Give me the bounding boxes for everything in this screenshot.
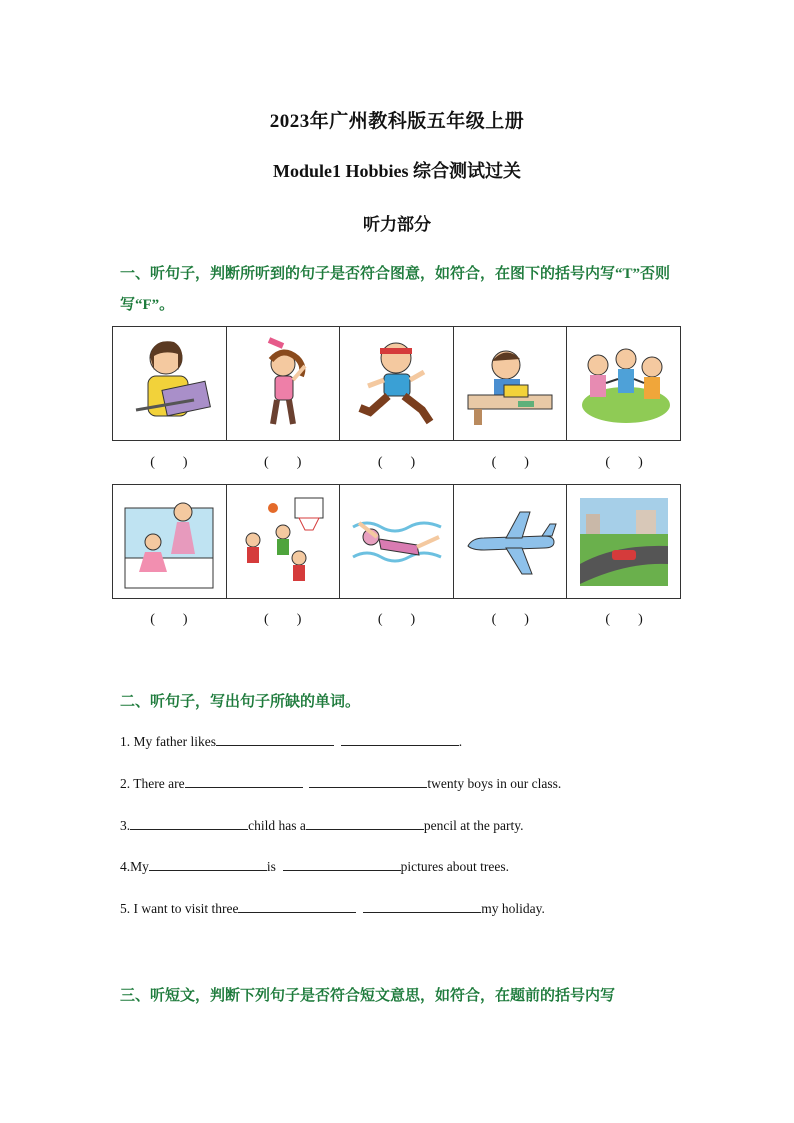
sentence-text: . [458,734,463,749]
answer-blank[interactable] [306,817,424,830]
sentence-3 [120,817,523,834]
sentence-text: 3. [120,818,131,833]
part2-instruction: 二、听句子，写出句子所缺的单词。 [120,694,361,710]
doc-title: 2023年广州教科版五年级上册 [269,111,525,132]
answer-paren[interactable]: ( ) [377,612,416,627]
girl-reading-icon [113,327,227,441]
sentence-text: pencil at the party. [423,818,524,833]
sentence-4 [120,858,509,875]
part1-instruction: 一、听句子，判断所听到的句子是否符合图意，如符合，在图下的括号内写“T”否则写“F”。 [120,266,671,313]
answer-paren[interactable]: ( ) [605,455,643,470]
sentence-text: 2. There are [120,776,185,791]
sentence-text: 5. I want to visit three [120,901,239,916]
answer-parens-row-1 [112,451,681,471]
sentence-text: is [266,859,276,874]
sentence-2 [120,775,561,792]
answer-paren[interactable]: ( ) [605,612,643,627]
sentence-1 [120,733,462,750]
answer-blank[interactable] [363,900,481,913]
picture-row-2 [112,484,681,599]
girl-swimming-icon [340,485,454,599]
answer-paren[interactable]: ( ) [264,612,302,627]
answer-parens-row-2 [112,608,681,628]
answer-paren[interactable]: ( ) [264,455,302,470]
boy-reading-at-desk-icon [453,327,567,441]
answer-paren[interactable]: ( ) [150,455,188,470]
answer-blank[interactable] [130,817,248,830]
part3-instruction: 三、听短文，判断下列句子是否符合短文意思，如符合，在题前的括号内写 [120,988,616,1004]
girl-exercising-icon [226,327,339,441]
answer-blank[interactable] [283,858,401,871]
dancing-lesson-icon [113,485,227,599]
sentence-text: my holiday. [481,901,545,916]
sentence-text: twenty boys in our class. [427,776,562,791]
kids-basketball-icon [226,485,340,599]
sentence-text: 1. My father likes [120,734,216,749]
answer-blank[interactable] [185,775,303,788]
answer-paren[interactable]: ( ) [491,455,529,470]
answer-paren[interactable]: ( ) [491,612,529,627]
plane-icon [453,485,567,599]
answer-blank[interactable] [149,858,267,871]
answer-paren[interactable]: ( ) [150,612,188,627]
section-heading: 听力部分 [363,215,431,234]
sentence-text: pictures about trees. [400,859,509,874]
boy-running-icon [339,327,453,441]
sentence-5 [120,900,545,917]
sentence-text: 4.My [120,859,149,874]
doc-subtitle: Module1 Hobbies 综合测试过关 [272,161,522,181]
sentence-text: child has a [248,818,306,833]
answer-blank[interactable] [216,733,334,746]
picture-row-1 [112,326,681,441]
car-on-road-icon [567,485,681,599]
answer-blank[interactable] [309,775,427,788]
answer-blank[interactable] [341,733,459,746]
answer-paren[interactable]: ( ) [377,455,416,470]
kids-playing-icon [567,327,681,441]
answer-blank[interactable] [238,900,356,913]
